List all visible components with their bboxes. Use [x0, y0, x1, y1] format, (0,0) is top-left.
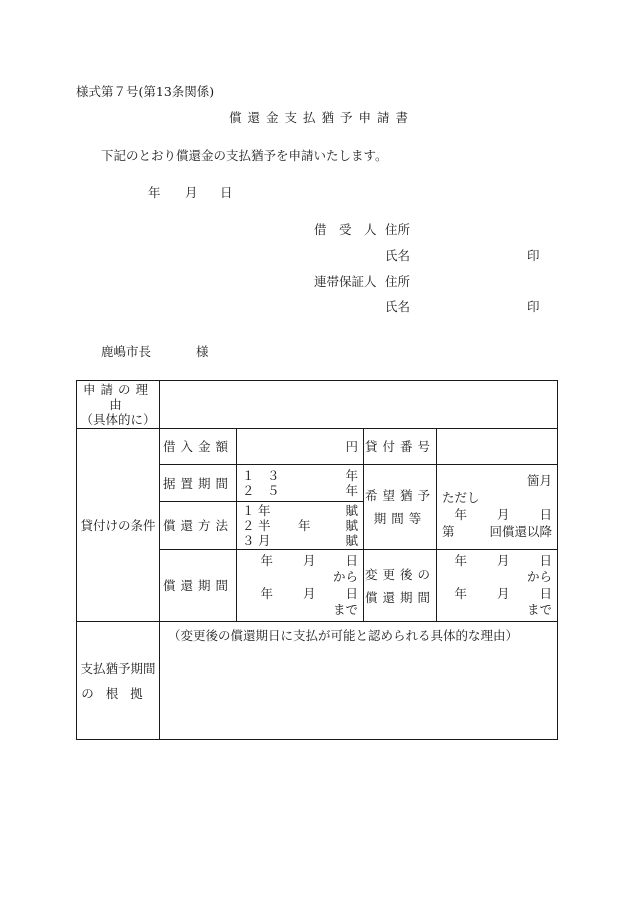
deferment-label: 据置期間: [160, 465, 237, 502]
guarantor-address-label: 住所: [385, 274, 411, 289]
date-day: 日: [220, 185, 233, 200]
from-label: から: [332, 569, 358, 585]
desired-day: 日: [539, 507, 552, 522]
loan-number-label: 貸付番号: [364, 429, 437, 465]
changed-start-date: [442, 553, 552, 569]
desired-month: 月: [496, 507, 510, 522]
form-number: 様式第７号(第13条関係): [76, 84, 215, 99]
start-year: 年: [454, 553, 467, 568]
option-years: ３: [267, 468, 280, 483]
repayment-option: [242, 518, 358, 533]
repayment-method-label: 償還方法: [160, 502, 237, 550]
reason-field[interactable]: [160, 381, 558, 429]
from-label: から: [526, 569, 552, 585]
repayment-option: [242, 533, 358, 548]
option-unit: 賦: [345, 533, 358, 548]
borrower-address-label: 住所: [385, 222, 411, 237]
changed-period-label-sub: 償還期間: [364, 589, 435, 605]
option-period: 半: [258, 518, 271, 533]
desired-from-prefix: 第: [442, 523, 455, 539]
end-month: 月: [496, 585, 510, 601]
basis-label-cell: [77, 622, 160, 740]
basis-label-sub: の根拠: [81, 685, 155, 701]
option-number: １: [242, 503, 255, 518]
guarantor-seal: 印: [527, 299, 540, 314]
addressee-office: 鹿嶋市長: [101, 344, 152, 359]
repayment-period-label: 償還期間: [160, 550, 237, 622]
start-month: 月: [302, 553, 316, 568]
basis-field[interactable]: [160, 622, 558, 740]
end-day: 日: [539, 585, 552, 601]
desired-months: 箇月: [526, 473, 552, 489]
date-month: 月: [185, 185, 198, 200]
changed-end-date: [442, 586, 552, 602]
changed-period-label-cell: [364, 550, 437, 622]
option-number: ２: [242, 518, 255, 533]
changed-period-field[interactable]: [437, 550, 558, 622]
option-unit: 年: [345, 468, 358, 483]
desired-deferment-label-sub: 期間等: [373, 511, 427, 526]
guarantor-name-label: 氏名: [385, 299, 411, 314]
basis-row: [77, 622, 558, 740]
repayment-period-field[interactable]: [237, 550, 364, 622]
desired-deferment-label-cell: [364, 465, 437, 550]
option-period: 月: [258, 533, 271, 548]
desired-deferment-label: 希望猶予: [364, 488, 435, 503]
basis-hint: （変更後の償還期日に支払が可能と認められる具体的な理由）: [168, 628, 519, 643]
option-number: １: [242, 468, 255, 483]
option-number: ２: [242, 483, 255, 498]
option-years: ５: [267, 483, 280, 498]
desired-proviso: ただし: [442, 490, 480, 506]
repayment-option: [242, 503, 358, 518]
option-unit: 年: [345, 483, 358, 498]
application-table: [76, 380, 558, 740]
document-title: 償還金支払猶予申請書: [229, 110, 415, 125]
start-year: 年: [260, 553, 273, 568]
deferment-option: [242, 483, 358, 498]
guarantor-label: 連帯保証人: [314, 274, 377, 289]
option-unit: 賦: [345, 503, 358, 518]
end-year: 年: [260, 585, 273, 601]
period-start-date: [242, 553, 358, 569]
conditions-label: 貸付けの条件: [77, 429, 160, 622]
reason-label-sub: （具体的に）: [80, 412, 156, 427]
option-unit: 賦: [345, 518, 358, 533]
start-month: 月: [496, 553, 510, 568]
reason-label: 申請の理由: [82, 382, 153, 412]
start-day: 日: [345, 553, 358, 568]
repayment-method-options[interactable]: [237, 502, 364, 550]
end-year: 年: [454, 585, 467, 601]
desired-from-suffix: 回償還以降: [489, 523, 552, 539]
option-period: 年: [258, 503, 271, 518]
desired-from: [442, 524, 552, 541]
end-month: 月: [302, 585, 316, 601]
deferment-options[interactable]: [237, 465, 364, 502]
to-label: まで: [332, 601, 358, 617]
intro-text: 下記のとおり償還金の支払猶予を申請いたします。: [101, 148, 388, 163]
borrower-seal: 印: [527, 248, 540, 263]
borrower-label: 借 受 人: [314, 222, 377, 237]
date-year: 年: [148, 185, 161, 200]
option-number: ３: [242, 533, 255, 548]
desired-year: 年: [454, 507, 467, 522]
reason-label-cell: [77, 381, 160, 429]
end-day: 日: [345, 585, 358, 601]
period-end-date: [242, 586, 358, 602]
loan-amount-unit: 円: [345, 439, 358, 454]
loan-amount-field[interactable]: [237, 429, 364, 465]
desired-deferment-field[interactable]: [437, 465, 558, 550]
basis-label: 支払猶予期間: [80, 660, 156, 676]
option-period-sub: [298, 533, 345, 548]
loan-amount-label: 借入金額: [160, 429, 237, 465]
desired-date: [442, 507, 552, 524]
changed-period-label: 変更後の: [364, 566, 435, 582]
addressee-honorific: 様: [196, 344, 209, 359]
borrower-name-label: 氏名: [385, 248, 411, 263]
reason-row: [77, 381, 558, 429]
loan-amount-row: [77, 429, 558, 465]
to-label: まで: [526, 601, 552, 617]
deferment-option: [242, 468, 358, 483]
loan-number-field[interactable]: [437, 429, 558, 465]
option-period-sub: [298, 503, 345, 518]
option-period-sub: 年: [298, 518, 311, 533]
start-day: 日: [539, 553, 552, 568]
